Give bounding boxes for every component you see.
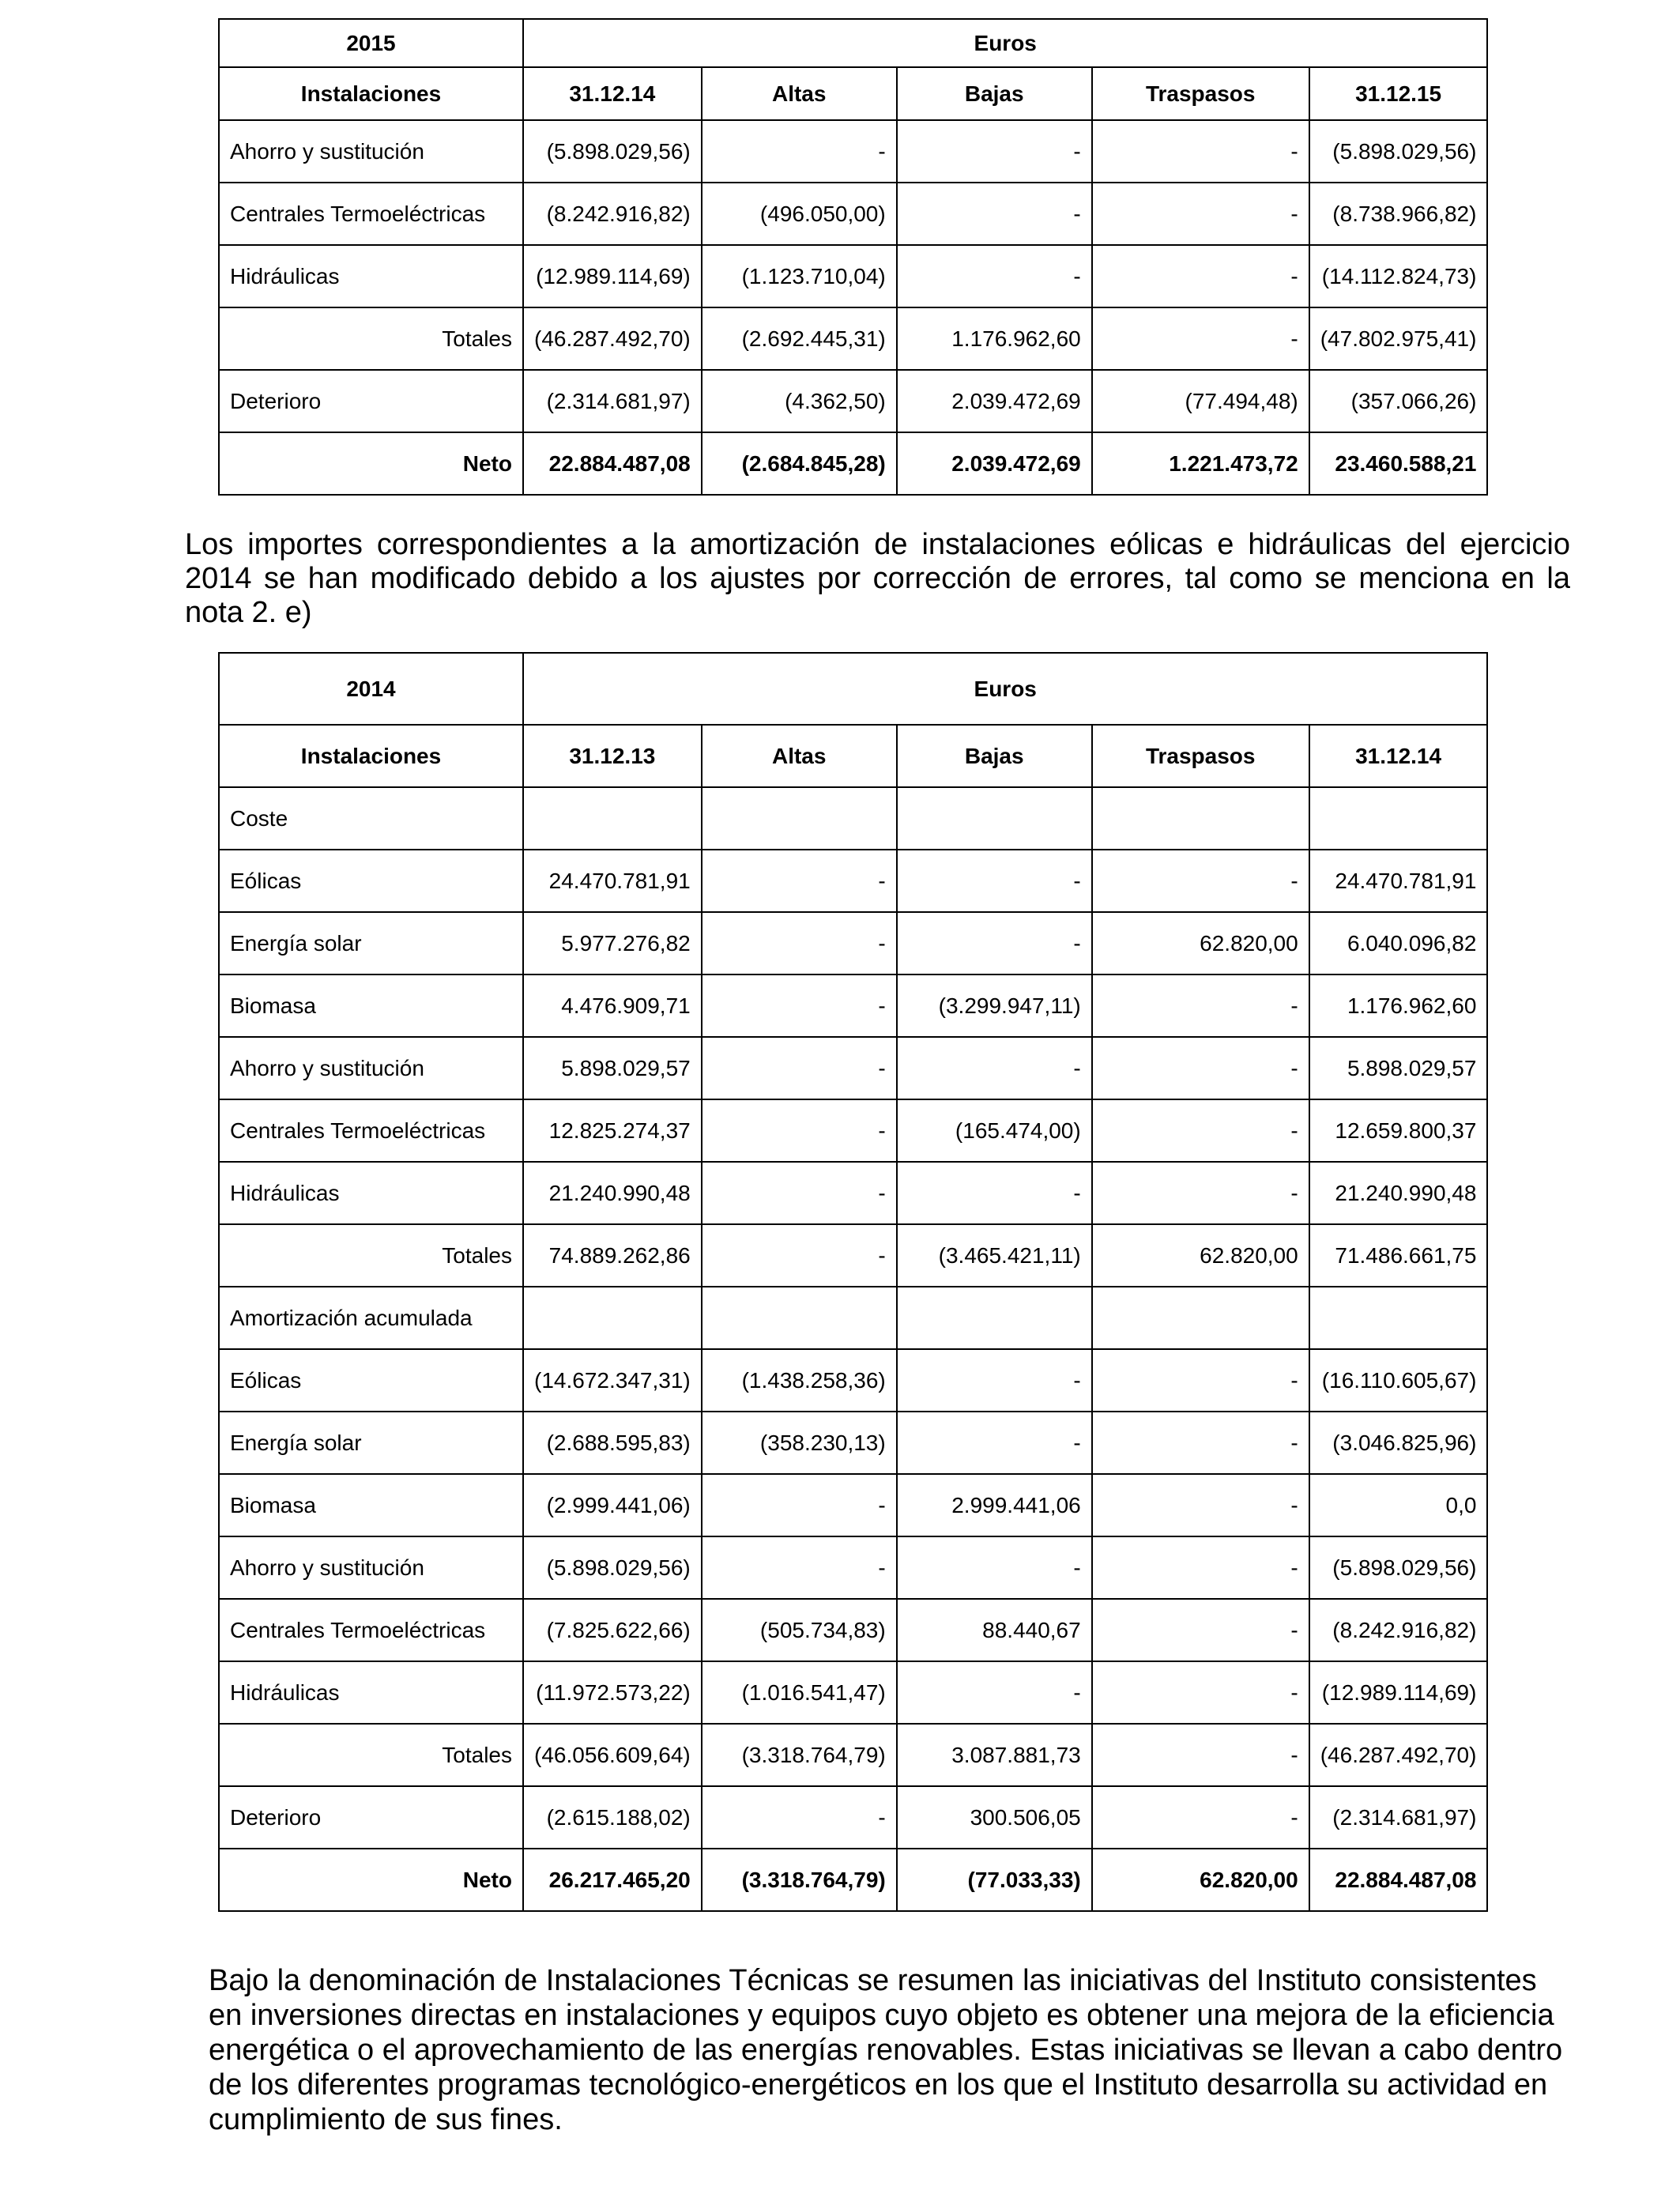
table-cell: - xyxy=(897,850,1092,912)
table-cell: (8.242.916,82) xyxy=(1309,1599,1488,1661)
table-cell: 5.898.029,57 xyxy=(1309,1037,1488,1099)
table-row xyxy=(219,245,1487,307)
table-cell: - xyxy=(702,1224,897,1287)
table-cell xyxy=(897,787,1092,850)
table-row xyxy=(219,850,1487,912)
table-cell: (12.989.114,69) xyxy=(523,245,702,307)
table-section-row xyxy=(219,1287,1487,1349)
table-cell: (8.242.916,82) xyxy=(523,183,702,245)
table-row xyxy=(219,1661,1487,1724)
table-cell: (11.972.573,22) xyxy=(523,1661,702,1724)
table-cell: - xyxy=(897,245,1092,307)
table-row xyxy=(219,1162,1487,1224)
column-header: Instalaciones xyxy=(219,67,523,120)
table-cell: - xyxy=(897,1412,1092,1474)
column-header: 31.12.14 xyxy=(523,67,702,120)
table-cell xyxy=(1092,787,1309,850)
table-cell: 71.486.661,75 xyxy=(1309,1224,1488,1287)
table-cell: (1.438.258,36) xyxy=(702,1349,897,1412)
table-cell: 62.820,00 xyxy=(1092,1849,1309,1911)
row-label: Ahorro y sustitución xyxy=(219,1536,523,1599)
row-label: Neto xyxy=(219,432,523,495)
table-row-net xyxy=(219,432,1487,495)
table-cell: (5.898.029,56) xyxy=(1309,1536,1488,1599)
table-cell: 21.240.990,48 xyxy=(1309,1162,1488,1224)
table-cell: (496.050,00) xyxy=(702,183,897,245)
table-cell: - xyxy=(1092,1099,1309,1162)
table-cell: (3.318.764,79) xyxy=(702,1724,897,1786)
row-label: Biomasa xyxy=(219,974,523,1037)
table-cell: (357.066,26) xyxy=(1309,370,1488,432)
table-cell: (14.672.347,31) xyxy=(523,1349,702,1412)
column-header: 31.12.13 xyxy=(523,725,702,787)
table-cell: (46.056.609,64) xyxy=(523,1724,702,1786)
table-cell: 0,0 xyxy=(1309,1474,1488,1536)
table-row xyxy=(219,974,1487,1037)
table-cell: (2.692.445,31) xyxy=(702,307,897,370)
row-label: Biomasa xyxy=(219,1474,523,1536)
table-cell: - xyxy=(702,850,897,912)
table-cell: (5.898.029,56) xyxy=(523,120,702,183)
row-label: Hidráulicas xyxy=(219,1162,523,1224)
table-currency-header: Euros xyxy=(523,19,1487,67)
table-cell: (3.465.421,11) xyxy=(897,1224,1092,1287)
table-cell: 1.176.962,60 xyxy=(1309,974,1488,1037)
table-cell: (5.898.029,56) xyxy=(523,1536,702,1599)
table-row xyxy=(219,1536,1487,1599)
table-cell xyxy=(1309,1287,1488,1349)
table-cell: 62.820,00 xyxy=(1092,1224,1309,1287)
table-cell: (46.287.492,70) xyxy=(523,307,702,370)
table-section-row xyxy=(219,787,1487,850)
table-cell: 5.977.276,82 xyxy=(523,912,702,974)
row-label: Totales xyxy=(219,307,523,370)
table-cell: (3.046.825,96) xyxy=(1309,1412,1488,1474)
column-header: Traspasos xyxy=(1092,725,1309,787)
table-row-totals xyxy=(219,1224,1487,1287)
row-label: Ahorro y sustitución xyxy=(219,1037,523,1099)
table-cell xyxy=(1092,1287,1309,1349)
row-label: Centrales Termoeléctricas xyxy=(219,1599,523,1661)
table-cell: - xyxy=(1092,1474,1309,1536)
row-label: Ahorro y sustitución xyxy=(219,120,523,183)
table-cell: 12.825.274,37 xyxy=(523,1099,702,1162)
table-cell: (2.684.845,28) xyxy=(702,432,897,495)
table-row xyxy=(219,1037,1487,1099)
table-cell: - xyxy=(1092,1536,1309,1599)
table-row xyxy=(219,1349,1487,1412)
table-cell: (358.230,13) xyxy=(702,1412,897,1474)
table-cell: 22.884.487,08 xyxy=(523,432,702,495)
table-cell: - xyxy=(1092,850,1309,912)
table-cell: - xyxy=(1092,974,1309,1037)
table-cell: - xyxy=(702,1474,897,1536)
table-cell: (47.802.975,41) xyxy=(1309,307,1488,370)
table-cell: 1.176.962,60 xyxy=(897,307,1092,370)
table-row-totals xyxy=(219,307,1487,370)
table-cell: (5.898.029,56) xyxy=(1309,120,1488,183)
column-header: Bajas xyxy=(897,67,1092,120)
description-paragraph: Bajo la denominación de Instalaciones Técnicas se resumen las iniciativas del Instituto consistentes en inversiones directas en instalaciones y equipos cuyo objeto es obtener una mejora de la eficiencia energética o el aprovechamiento de las energías renovables. Estas iniciativas se llevan a cabo dentro de los diferentes programas tecnológico-energéticos en los que el Instituto desarrolla su actividad en cumplimiento de sus fines. xyxy=(209,1964,1563,2136)
table-row xyxy=(219,1786,1487,1849)
table-cell: (46.287.492,70) xyxy=(1309,1724,1488,1786)
table-cell: (3.299.947,11) xyxy=(897,974,1092,1037)
table-cell: (8.738.966,82) xyxy=(1309,183,1488,245)
table-cell: (4.362,50) xyxy=(702,370,897,432)
table-cell: - xyxy=(1092,1162,1309,1224)
table-cell: - xyxy=(1092,1724,1309,1786)
row-label: Energía solar xyxy=(219,912,523,974)
table-cell: (7.825.622,66) xyxy=(523,1599,702,1661)
row-label: Deterioro xyxy=(219,1786,523,1849)
table-cell: 88.440,67 xyxy=(897,1599,1092,1661)
row-label: Totales xyxy=(219,1224,523,1287)
table-cell: (2.314.681,97) xyxy=(523,370,702,432)
table-cell: - xyxy=(702,974,897,1037)
table-cell: (165.474,00) xyxy=(897,1099,1092,1162)
column-header: Altas xyxy=(702,725,897,787)
column-header: Altas xyxy=(702,67,897,120)
row-label: Hidráulicas xyxy=(219,1661,523,1724)
table-cell: - xyxy=(1092,120,1309,183)
table-cell xyxy=(897,1287,1092,1349)
table-cell: - xyxy=(1092,245,1309,307)
table-2014 xyxy=(218,652,1488,1912)
row-label: Hidráulicas xyxy=(219,245,523,307)
table-year-header: 2014 xyxy=(219,653,523,725)
column-header: Bajas xyxy=(897,725,1092,787)
row-label: Deterioro xyxy=(219,370,523,432)
table-cell: - xyxy=(1092,307,1309,370)
table-cell: - xyxy=(702,1786,897,1849)
table-cell: - xyxy=(702,1037,897,1099)
table-row xyxy=(219,183,1487,245)
table-cell xyxy=(523,787,702,850)
table-cell: - xyxy=(1092,1661,1309,1724)
table-cell: 24.470.781,91 xyxy=(523,850,702,912)
table-cell: 6.040.096,82 xyxy=(1309,912,1488,974)
table-cell: - xyxy=(1092,1412,1309,1474)
table-cell: 1.221.473,72 xyxy=(1092,432,1309,495)
table-cell: 12.659.800,37 xyxy=(1309,1099,1488,1162)
table-cell: 3.087.881,73 xyxy=(897,1724,1092,1786)
column-header: Instalaciones xyxy=(219,725,523,787)
table-year-header: 2015 xyxy=(219,19,523,67)
table-cell: - xyxy=(897,120,1092,183)
table-cell: - xyxy=(897,912,1092,974)
table-cell: - xyxy=(702,1099,897,1162)
row-label: Coste xyxy=(219,787,523,850)
table-cell: (12.989.114,69) xyxy=(1309,1661,1488,1724)
table-cell: 5.898.029,57 xyxy=(523,1037,702,1099)
table-cell: - xyxy=(1092,1599,1309,1661)
table-row-totals xyxy=(219,1724,1487,1786)
table-cell: 26.217.465,20 xyxy=(523,1849,702,1911)
row-label: Eólicas xyxy=(219,850,523,912)
table-cell: - xyxy=(1092,1037,1309,1099)
table-row-net xyxy=(219,1849,1487,1911)
table-cell xyxy=(523,1287,702,1349)
table-cell: - xyxy=(897,1536,1092,1599)
row-label: Totales xyxy=(219,1724,523,1786)
table-cell: - xyxy=(1092,183,1309,245)
table-cell: (1.016.541,47) xyxy=(702,1661,897,1724)
table-cell: (505.734,83) xyxy=(702,1599,897,1661)
column-header: 31.12.14 xyxy=(1309,725,1488,787)
column-header: 31.12.15 xyxy=(1309,67,1488,120)
table-cell: (2.314.681,97) xyxy=(1309,1786,1488,1849)
table-row xyxy=(219,370,1487,432)
row-label: Amortización acumulada xyxy=(219,1287,523,1349)
table-row xyxy=(219,120,1487,183)
row-label: Centrales Termoeléctricas xyxy=(219,1099,523,1162)
table-cell: (2.999.441,06) xyxy=(523,1474,702,1536)
column-header: Traspasos xyxy=(1092,67,1309,120)
table-row xyxy=(219,1412,1487,1474)
table-row xyxy=(219,1099,1487,1162)
correction-note-paragraph: Los importes correspondientes a la amortización de instalaciones eólicas e hidráulicas del ejercicio 2014 se han modificado debido a los ajustes por corrección de errores, tal como se menciona en la nota 2. e) xyxy=(185,528,1570,629)
table-cell: 2.039.472,69 xyxy=(897,432,1092,495)
table-cell: 21.240.990,48 xyxy=(523,1162,702,1224)
table-row xyxy=(219,1474,1487,1536)
table-cell: (2.688.595,83) xyxy=(523,1412,702,1474)
table-cell: 300.506,05 xyxy=(897,1786,1092,1849)
table-row xyxy=(219,912,1487,974)
table-cell xyxy=(1309,787,1488,850)
table-2015 xyxy=(218,18,1488,496)
table-cell: - xyxy=(1092,1349,1309,1412)
table-cell: (2.615.188,02) xyxy=(523,1786,702,1849)
table-cell xyxy=(702,787,897,850)
row-label: Centrales Termoeléctricas xyxy=(219,183,523,245)
table-currency-header: Euros xyxy=(523,653,1487,725)
table-cell: - xyxy=(702,912,897,974)
table-cell: - xyxy=(1092,1786,1309,1849)
table-cell: (14.112.824,73) xyxy=(1309,245,1488,307)
table-cell: - xyxy=(897,1661,1092,1724)
table-cell: 4.476.909,71 xyxy=(523,974,702,1037)
table-cell: 23.460.588,21 xyxy=(1309,432,1488,495)
table-cell: 62.820,00 xyxy=(1092,912,1309,974)
table-cell: - xyxy=(897,183,1092,245)
table-cell: (3.318.764,79) xyxy=(702,1849,897,1911)
table-cell: - xyxy=(897,1349,1092,1412)
table-cell: 22.884.487,08 xyxy=(1309,1849,1488,1911)
table-row xyxy=(219,1599,1487,1661)
row-label: Neto xyxy=(219,1849,523,1911)
table-cell xyxy=(702,1287,897,1349)
row-label: Energía solar xyxy=(219,1412,523,1474)
table-cell: - xyxy=(897,1162,1092,1224)
table-cell: (16.110.605,67) xyxy=(1309,1349,1488,1412)
table-cell: 2.999.441,06 xyxy=(897,1474,1092,1536)
table-cell: - xyxy=(897,1037,1092,1099)
table-cell: 24.470.781,91 xyxy=(1309,850,1488,912)
table-cell: 74.889.262,86 xyxy=(523,1224,702,1287)
table-cell: - xyxy=(702,1162,897,1224)
table-cell: (1.123.710,04) xyxy=(702,245,897,307)
row-label: Eólicas xyxy=(219,1349,523,1412)
table-cell: 2.039.472,69 xyxy=(897,370,1092,432)
table-cell: (77.033,33) xyxy=(897,1849,1092,1911)
table-cell: (77.494,48) xyxy=(1092,370,1309,432)
table-cell: - xyxy=(702,120,897,183)
table-cell: - xyxy=(702,1536,897,1599)
